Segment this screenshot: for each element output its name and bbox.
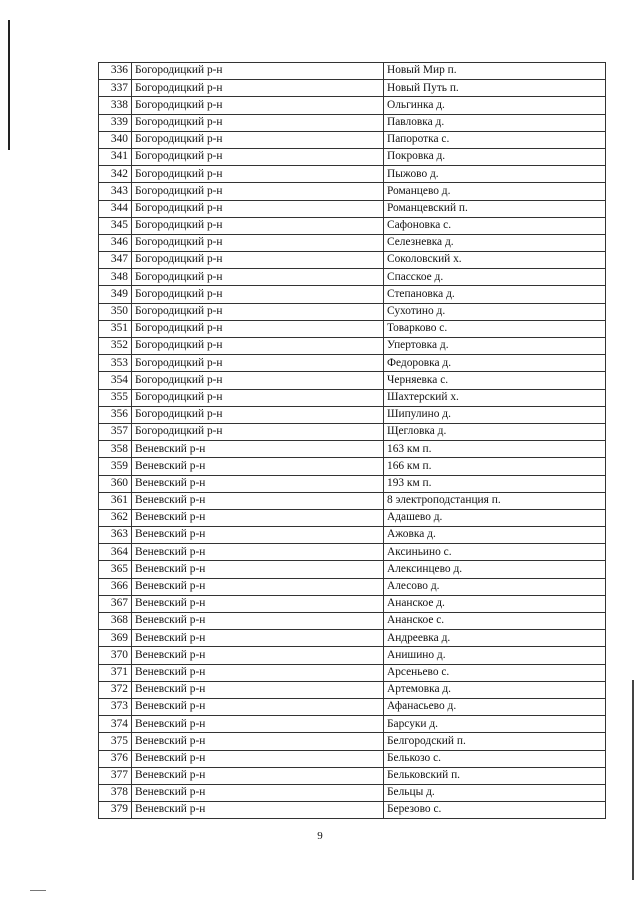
district-name: Богородицкий р-н — [132, 286, 384, 303]
row-number: 371 — [99, 664, 132, 681]
table-row — [99, 423, 606, 440]
settlement-name: Романцевский п. — [384, 200, 606, 217]
row-number: 363 — [99, 527, 132, 544]
district-name: Богородицкий р-н — [132, 389, 384, 406]
row-number: 348 — [99, 269, 132, 286]
district-name: Веневский р-н — [132, 595, 384, 612]
row-number: 344 — [99, 200, 132, 217]
row-number: 372 — [99, 681, 132, 698]
table-row — [99, 664, 606, 681]
row-number: 349 — [99, 286, 132, 303]
table-row — [99, 355, 606, 372]
settlement-name: Аксиньино с. — [384, 544, 606, 561]
settlement-name: Белькозо с. — [384, 750, 606, 767]
table-row — [99, 527, 606, 544]
settlements-table — [98, 62, 606, 819]
district-name: Веневский р-н — [132, 698, 384, 715]
row-number: 376 — [99, 750, 132, 767]
settlement-name: Черняевка с. — [384, 372, 606, 389]
table-row — [99, 320, 606, 337]
district-name: Богородицкий р-н — [132, 406, 384, 423]
table-row — [99, 372, 606, 389]
table-row — [99, 492, 606, 509]
district-name: Веневский р-н — [132, 716, 384, 733]
scan-edge-mark-right — [632, 680, 634, 880]
settlement-name: Романцево д. — [384, 183, 606, 200]
row-number: 343 — [99, 183, 132, 200]
table-row — [99, 802, 606, 819]
settlement-name: Федоровка д. — [384, 355, 606, 372]
district-name: Веневский р-н — [132, 458, 384, 475]
district-name: Веневский р-н — [132, 784, 384, 801]
settlement-name: Арсеньево с. — [384, 664, 606, 681]
settlement-name: Адашево д. — [384, 509, 606, 526]
settlement-name: Ольгинка д. — [384, 97, 606, 114]
settlement-name: 193 км п. — [384, 475, 606, 492]
settlement-name: Бельковский п. — [384, 767, 606, 784]
row-number: 336 — [99, 63, 132, 80]
district-name: Веневский р-н — [132, 509, 384, 526]
district-name: Богородицкий р-н — [132, 320, 384, 337]
table-row — [99, 767, 606, 784]
settlement-name: Пыжово д. — [384, 166, 606, 183]
table-row — [99, 80, 606, 97]
table-row — [99, 131, 606, 148]
district-name: Веневский р-н — [132, 767, 384, 784]
settlement-name: Степановка д. — [384, 286, 606, 303]
row-number: 356 — [99, 406, 132, 423]
table-row — [99, 509, 606, 526]
table-row — [99, 97, 606, 114]
settlement-name: Соколовский х. — [384, 252, 606, 269]
settlement-name: Бельцы д. — [384, 784, 606, 801]
row-number: 367 — [99, 595, 132, 612]
table-row — [99, 303, 606, 320]
district-name: Богородицкий р-н — [132, 303, 384, 320]
row-number: 353 — [99, 355, 132, 372]
table-row — [99, 750, 606, 767]
table-row — [99, 269, 606, 286]
district-name: Богородицкий р-н — [132, 183, 384, 200]
district-name: Веневский р-н — [132, 527, 384, 544]
table-row — [99, 630, 606, 647]
table-row — [99, 286, 606, 303]
row-number: 340 — [99, 131, 132, 148]
table-row — [99, 166, 606, 183]
table-row — [99, 252, 606, 269]
district-name: Веневский р-н — [132, 750, 384, 767]
district-name: Веневский р-н — [132, 492, 384, 509]
row-number: 373 — [99, 698, 132, 715]
district-name: Веневский р-н — [132, 578, 384, 595]
row-number: 355 — [99, 389, 132, 406]
district-name: Веневский р-н — [132, 664, 384, 681]
table-row — [99, 613, 606, 630]
row-number: 374 — [99, 716, 132, 733]
table-row — [99, 716, 606, 733]
row-number: 365 — [99, 561, 132, 578]
settlement-name: Барсуки д. — [384, 716, 606, 733]
district-name: Богородицкий р-н — [132, 338, 384, 355]
table-row — [99, 544, 606, 561]
table-row — [99, 561, 606, 578]
settlement-name: 163 км п. — [384, 441, 606, 458]
district-name: Веневский р-н — [132, 441, 384, 458]
row-number: 364 — [99, 544, 132, 561]
district-name: Богородицкий р-н — [132, 97, 384, 114]
district-name: Богородицкий р-н — [132, 80, 384, 97]
settlement-name: Новый Путь п. — [384, 80, 606, 97]
table-row — [99, 234, 606, 251]
table-row — [99, 733, 606, 750]
table-row — [99, 114, 606, 131]
settlement-name: Алесово д. — [384, 578, 606, 595]
table-row — [99, 681, 606, 698]
settlement-name: 8 электроподстанция п. — [384, 492, 606, 509]
settlement-name: Новый Мир п. — [384, 63, 606, 80]
settlement-name: Афанасьево д. — [384, 698, 606, 715]
settlement-name: Шахтерский х. — [384, 389, 606, 406]
settlement-name: Артемовка д. — [384, 681, 606, 698]
district-name: Веневский р-н — [132, 544, 384, 561]
scan-edge-mark-left — [8, 20, 10, 150]
district-name: Веневский р-н — [132, 630, 384, 647]
settlement-name: Товарково с. — [384, 320, 606, 337]
row-number: 354 — [99, 372, 132, 389]
settlements-table-body — [99, 63, 606, 819]
settlement-name: Спасское д. — [384, 269, 606, 286]
row-number: 379 — [99, 802, 132, 819]
table-row — [99, 458, 606, 475]
district-name: Богородицкий р-н — [132, 114, 384, 131]
row-number: 357 — [99, 423, 132, 440]
table-row — [99, 784, 606, 801]
district-name: Богородицкий р-н — [132, 355, 384, 372]
table-row — [99, 578, 606, 595]
table-row — [99, 647, 606, 664]
table-row — [99, 389, 606, 406]
district-name: Веневский р-н — [132, 561, 384, 578]
district-name: Веневский р-н — [132, 733, 384, 750]
scan-edge-mark-bottom — [30, 890, 46, 891]
district-name: Богородицкий р-н — [132, 166, 384, 183]
table-row — [99, 698, 606, 715]
district-name: Веневский р-н — [132, 802, 384, 819]
table-row — [99, 441, 606, 458]
row-number: 370 — [99, 647, 132, 664]
row-number: 339 — [99, 114, 132, 131]
district-name: Веневский р-н — [132, 475, 384, 492]
row-number: 377 — [99, 767, 132, 784]
row-number: 378 — [99, 784, 132, 801]
district-name: Богородицкий р-н — [132, 148, 384, 165]
district-name: Веневский р-н — [132, 681, 384, 698]
district-name: Богородицкий р-н — [132, 200, 384, 217]
settlement-name: Андреевка д. — [384, 630, 606, 647]
settlement-name: Упертовка д. — [384, 338, 606, 355]
district-name: Богородицкий р-н — [132, 63, 384, 80]
row-number: 361 — [99, 492, 132, 509]
row-number: 342 — [99, 166, 132, 183]
settlement-name: Селезневка д. — [384, 234, 606, 251]
settlement-name: Белгородский п. — [384, 733, 606, 750]
row-number: 360 — [99, 475, 132, 492]
settlement-name: Алексинцево д. — [384, 561, 606, 578]
district-name: Богородицкий р-н — [132, 131, 384, 148]
table-row — [99, 217, 606, 234]
row-number: 368 — [99, 613, 132, 630]
row-number: 337 — [99, 80, 132, 97]
table-row — [99, 148, 606, 165]
row-number: 345 — [99, 217, 132, 234]
row-number: 351 — [99, 320, 132, 337]
table-row — [99, 475, 606, 492]
settlement-name: Папоротка с. — [384, 131, 606, 148]
settlement-name: Анишино д. — [384, 647, 606, 664]
district-name: Богородицкий р-н — [132, 423, 384, 440]
row-number: 338 — [99, 97, 132, 114]
district-name: Богородицкий р-н — [132, 234, 384, 251]
district-name: Богородицкий р-н — [132, 269, 384, 286]
row-number: 347 — [99, 252, 132, 269]
settlement-name: 166 км п. — [384, 458, 606, 475]
settlement-name: Ананское с. — [384, 613, 606, 630]
row-number: 366 — [99, 578, 132, 595]
settlement-name: Покровка д. — [384, 148, 606, 165]
row-number: 362 — [99, 509, 132, 526]
row-number: 341 — [99, 148, 132, 165]
row-number: 358 — [99, 441, 132, 458]
district-name: Богородицкий р-н — [132, 252, 384, 269]
district-name: Богородицкий р-н — [132, 372, 384, 389]
settlement-name: Березово с. — [384, 802, 606, 819]
settlement-name: Сафоновка с. — [384, 217, 606, 234]
table-row — [99, 406, 606, 423]
table-row — [99, 200, 606, 217]
row-number: 350 — [99, 303, 132, 320]
district-name: Веневский р-н — [132, 613, 384, 630]
table-row — [99, 338, 606, 355]
settlement-name: Щегловка д. — [384, 423, 606, 440]
settlement-name: Ажовка д. — [384, 527, 606, 544]
row-number: 359 — [99, 458, 132, 475]
row-number: 346 — [99, 234, 132, 251]
table-row — [99, 183, 606, 200]
table-row — [99, 595, 606, 612]
page-number: 9 — [317, 830, 323, 842]
row-number: 369 — [99, 630, 132, 647]
settlement-name: Шипулино д. — [384, 406, 606, 423]
district-name: Богородицкий р-н — [132, 217, 384, 234]
settlement-name: Павловка д. — [384, 114, 606, 131]
row-number: 352 — [99, 338, 132, 355]
row-number: 375 — [99, 733, 132, 750]
settlement-name: Ананское д. — [384, 595, 606, 612]
table-row — [99, 63, 606, 80]
settlement-name: Сухотино д. — [384, 303, 606, 320]
district-name: Веневский р-н — [132, 647, 384, 664]
